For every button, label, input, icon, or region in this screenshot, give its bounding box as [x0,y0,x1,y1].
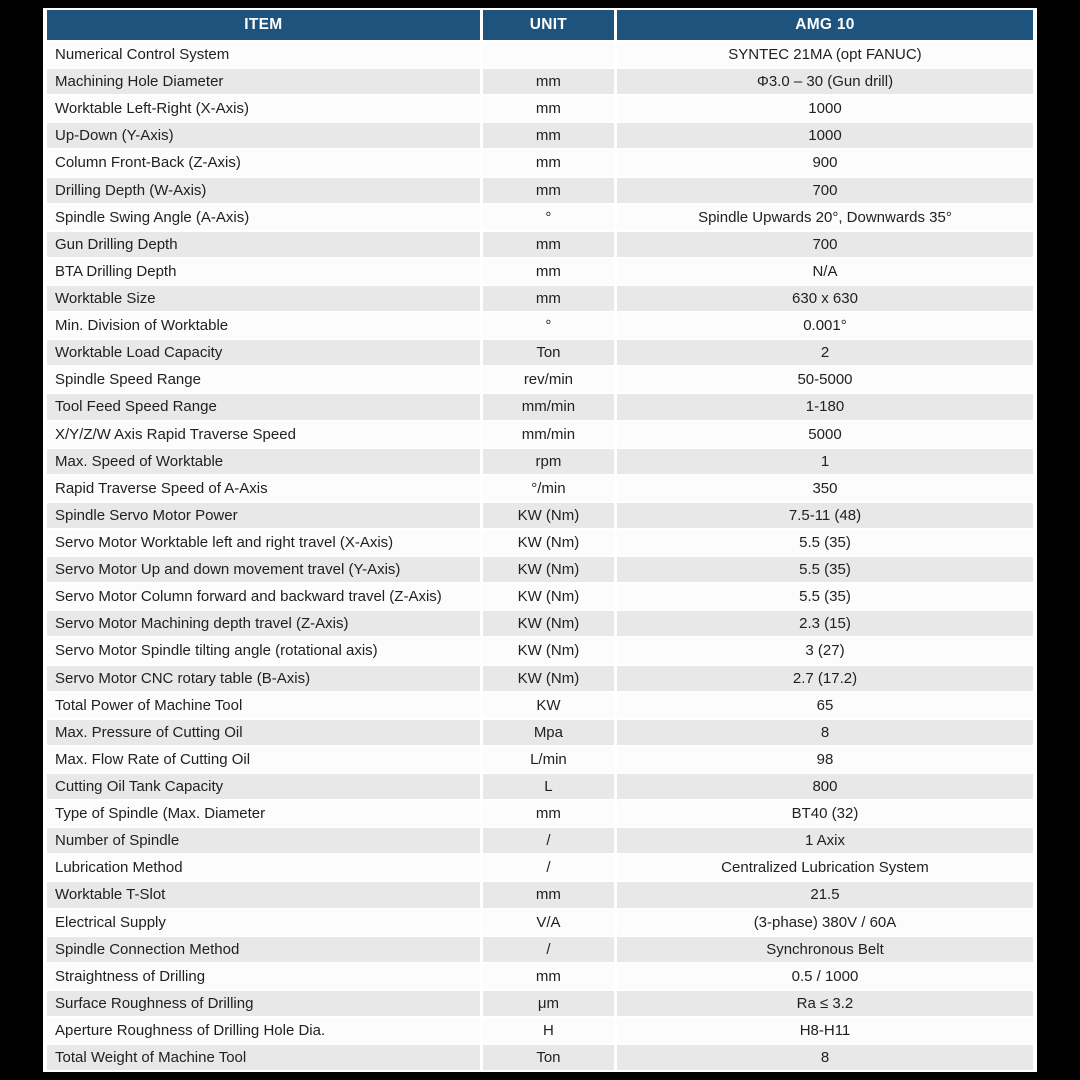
value-cell: 630 x 630 [617,286,1033,311]
unit-cell: mm/min [483,394,614,419]
table-row [47,991,1033,1016]
value-cell: 800 [617,774,1033,799]
table-row [47,828,1033,853]
item-cell: BTA Drilling Depth [47,259,480,284]
table-row [47,693,1033,718]
table-row [47,313,1033,338]
unit-cell: / [483,828,614,853]
unit-cell: mm [483,123,614,148]
item-cell: Min. Division of Worktable [47,313,480,338]
table-row [47,422,1033,447]
spec-table [47,10,1033,1070]
item-cell: Servo Motor Machining depth travel (Z-Axis) [47,611,480,636]
value-cell: 900 [617,150,1033,175]
unit-cell: KW (Nm) [483,503,614,528]
table-row [47,340,1033,365]
item-cell: Worktable Load Capacity [47,340,480,365]
value-cell: 2.7 (17.2) [617,666,1033,691]
item-cell: Spindle Servo Motor Power [47,503,480,528]
table-row [47,774,1033,799]
item-cell: Total Weight of Machine Tool [47,1045,480,1070]
value-cell: 7.5-11 (48) [617,503,1033,528]
value-cell: 50-5000 [617,367,1033,392]
table-row [47,557,1033,582]
item-cell: Max. Pressure of Cutting Oil [47,720,480,745]
value-cell: 0.5 / 1000 [617,964,1033,989]
table-row [47,259,1033,284]
item-cell: Servo Motor Worktable left and right travel (X-Axis) [47,530,480,555]
value-cell: 21.5 [617,882,1033,907]
table-row [47,394,1033,419]
unit-cell: Mpa [483,720,614,745]
value-cell: 1000 [617,96,1033,121]
table-row [47,449,1033,474]
unit-cell: Ton [483,340,614,365]
value-cell: 0.001° [617,313,1033,338]
table-row [47,286,1033,311]
table-row [47,123,1033,148]
unit-cell: KW (Nm) [483,666,614,691]
table-row [47,964,1033,989]
table-row [47,367,1033,392]
spec-sheet-page [43,8,1037,1072]
unit-cell: V/A [483,910,614,935]
value-cell: Synchronous Belt [617,937,1033,962]
value-cell: SYNTEC 21MA (opt FANUC) [617,42,1033,67]
unit-cell: KW [483,693,614,718]
unit-cell: mm [483,150,614,175]
value-cell: 2.3 (15) [617,611,1033,636]
value-cell: 700 [617,232,1033,257]
unit-cell: L/min [483,747,614,772]
table-row [47,205,1033,230]
unit-cell: KW (Nm) [483,530,614,555]
unit-cell: mm [483,69,614,94]
item-cell: Servo Motor Up and down movement travel (Y-Axis) [47,557,480,582]
item-cell: Spindle Swing Angle (A-Axis) [47,205,480,230]
value-cell: 1000 [617,123,1033,148]
item-cell: X/Y/Z/W Axis Rapid Traverse Speed [47,422,480,447]
value-cell: 1 Axix [617,828,1033,853]
item-cell: Aperture Roughness of Drilling Hole Dia. [47,1018,480,1043]
item-cell: Surface Roughness of Drilling [47,991,480,1016]
table-row [47,42,1033,67]
item-cell: Up-Down (Y-Axis) [47,123,480,148]
unit-cell: ° [483,313,614,338]
item-cell: Servo Motor CNC rotary table (B-Axis) [47,666,480,691]
table-row [47,178,1033,203]
value-cell: N/A [617,259,1033,284]
unit-cell: / [483,937,614,962]
unit-cell: mm [483,232,614,257]
value-cell: 2 [617,340,1033,365]
unit-cell: L [483,774,614,799]
unit-cell: mm/min [483,422,614,447]
item-cell: Max. Flow Rate of Cutting Oil [47,747,480,772]
unit-cell: mm [483,801,614,826]
table-row [47,530,1033,555]
table-header-row [47,10,1033,40]
item-cell: Servo Motor Spindle tilting angle (rotational axis) [47,638,480,663]
unit-cell: H [483,1018,614,1043]
item-cell: Gun Drilling Depth [47,232,480,257]
value-cell: 1 [617,449,1033,474]
table-row [47,476,1033,501]
item-cell: Worktable T-Slot [47,882,480,907]
value-cell: 700 [617,178,1033,203]
item-cell: Worktable Left-Right (X-Axis) [47,96,480,121]
table-row [47,503,1033,528]
unit-cell: KW (Nm) [483,638,614,663]
item-cell: Rapid Traverse Speed of A-Axis [47,476,480,501]
unit-cell: μm [483,991,614,1016]
value-cell: 1-180 [617,394,1033,419]
unit-cell: mm [483,96,614,121]
unit-cell: mm [483,178,614,203]
unit-cell: rpm [483,449,614,474]
item-cell: Type of Spindle (Max. Diameter [47,801,480,826]
table-row [47,910,1033,935]
value-cell: 5000 [617,422,1033,447]
value-cell: 65 [617,693,1033,718]
table-row [47,720,1033,745]
unit-cell: °/min [483,476,614,501]
table-row [47,855,1033,880]
unit-cell: ° [483,205,614,230]
table-row [47,937,1033,962]
unit-cell: rev/min [483,367,614,392]
value-cell: Spindle Upwards 20°, Downwards 35° [617,205,1033,230]
unit-cell: Ton [483,1045,614,1070]
table-row [47,96,1033,121]
item-cell: Machining Hole Diameter [47,69,480,94]
item-cell: Total Power of Machine Tool [47,693,480,718]
table-row [47,801,1033,826]
value-cell: BT40 (32) [617,801,1033,826]
header-model: AMG 10 [617,10,1033,40]
item-cell: Lubrication Method [47,855,480,880]
unit-cell [483,42,614,67]
item-cell: Straightness of Drilling [47,964,480,989]
item-cell: Spindle Connection Method [47,937,480,962]
value-cell: 3 (27) [617,638,1033,663]
value-cell: (3-phase) 380V / 60A [617,910,1033,935]
unit-cell: / [483,855,614,880]
table-row [47,611,1033,636]
item-cell: Worktable Size [47,286,480,311]
unit-cell: mm [483,882,614,907]
table-row [47,882,1033,907]
table-row [47,747,1033,772]
unit-cell: KW (Nm) [483,611,614,636]
item-cell: Drilling Depth (W-Axis) [47,178,480,203]
item-cell: Numerical Control System [47,42,480,67]
item-cell: Servo Motor Column forward and backward travel (Z-Axis) [47,584,480,609]
value-cell: H8-H11 [617,1018,1033,1043]
table-row [47,1018,1033,1043]
table-row [47,69,1033,94]
table-row [47,638,1033,663]
item-cell: Max. Speed of Worktable [47,449,480,474]
value-cell: 5.5 (35) [617,584,1033,609]
value-cell: 8 [617,720,1033,745]
unit-cell: mm [483,964,614,989]
unit-cell: mm [483,259,614,284]
item-cell: Cutting Oil Tank Capacity [47,774,480,799]
value-cell: Φ3.0 – 30 (Gun drill) [617,69,1033,94]
value-cell: 8 [617,1045,1033,1070]
item-cell: Tool Feed Speed Range [47,394,480,419]
table-row [47,150,1033,175]
value-cell: 98 [617,747,1033,772]
value-cell: Ra ≤ 3.2 [617,991,1033,1016]
unit-cell: KW (Nm) [483,557,614,582]
header-item: ITEM [47,10,480,40]
value-cell: 5.5 (35) [617,530,1033,555]
header-unit: UNIT [483,10,614,40]
item-cell: Number of Spindle [47,828,480,853]
table-row [47,584,1033,609]
item-cell: Spindle Speed Range [47,367,480,392]
unit-cell: KW (Nm) [483,584,614,609]
value-cell: Centralized Lubrication System [617,855,1033,880]
value-cell: 350 [617,476,1033,501]
value-cell: 5.5 (35) [617,557,1033,582]
item-cell: Column Front-Back (Z-Axis) [47,150,480,175]
table-row [47,232,1033,257]
item-cell: Electrical Supply [47,910,480,935]
table-row [47,1045,1033,1070]
unit-cell: mm [483,286,614,311]
table-row [47,666,1033,691]
